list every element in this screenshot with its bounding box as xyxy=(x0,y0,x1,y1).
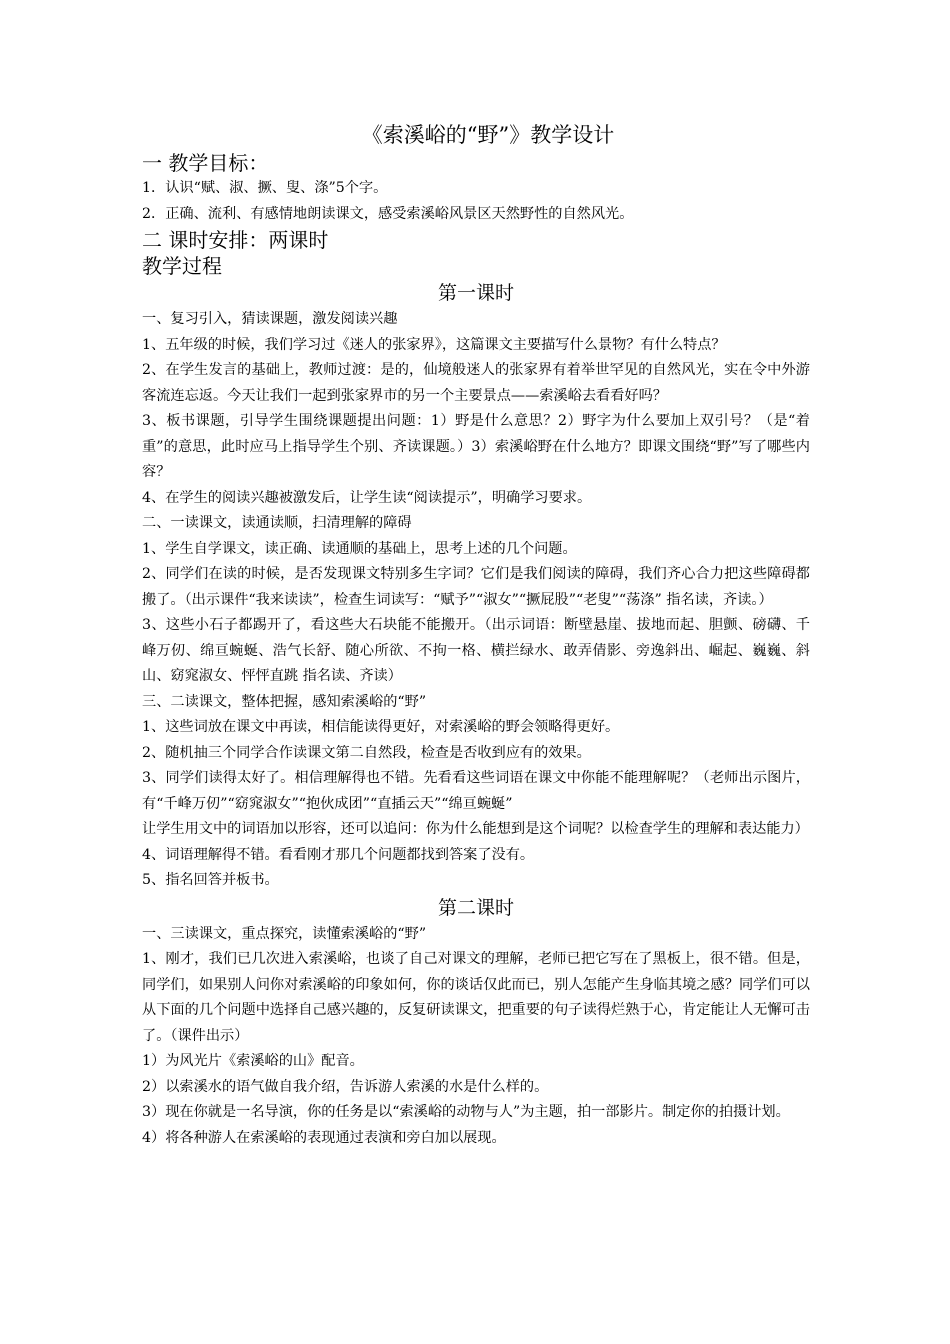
paragraph: 二、一读课文，读通读顺，扫清理解的障碍 xyxy=(142,515,412,531)
paragraph: 3）现在你就是一名导演，你的任务是以“索溪峪的动物与人”为主题，拍一部影片。制定你的拍摄计划。 xyxy=(142,1104,790,1120)
process-heading: 教学过程 xyxy=(142,254,222,278)
document-page xyxy=(142,120,810,1151)
schedule-heading: 二 课时安排：两课时 xyxy=(142,228,329,252)
paragraph: 2）以索溪水的语气做自我介绍，告诉游人索溪的水是什么样的。 xyxy=(142,1078,549,1095)
paragraph: 1、五年级的时候，我们学习过《迷人的张家界》，这篇课文主要描写什么景物？有什么特点？ xyxy=(142,336,726,353)
paragraph: 3、板书课题，引导学生围绕课题提出问题：1）野是什么意思？2）野字为什么要加上双引号？（是“着重”的意思，此时应马上指导学生个别、齐读课题。）3）索溪峪野在什么地方？即课文围绕“野”写了哪些内容？ xyxy=(142,413,810,480)
goals-heading: 一 教学目标： xyxy=(142,151,269,175)
lesson-1-heading: 第一课时 xyxy=(437,282,514,304)
paragraph: 让学生用文中的词语加以形容，还可以追问：你为什么能想到是这个词呢？以检查学生的理解和表达能力） xyxy=(142,821,809,837)
paragraph: 2、同学们在读的时候，是否发现课文特别多生字词？它们是我们阅读的障碍，我们齐心合力把这些障碍都搬了。（出示课件“我来读读”，检查生词读写：“赋予”“淑女”“撅屁股”“老叟”“荡涤” 指名读，齐读。） xyxy=(142,566,810,608)
document-title: 《索溪峪的“野”》教学设计 xyxy=(361,123,615,147)
paragraph: 1、学生自学课文，读正确、读通顺的基础上，思考上述的几个问题。 xyxy=(142,540,577,557)
goal-item: 2．正确、流利、有感情地朗读课文，感受索溪峪风景区天然野性的自然风光。 xyxy=(142,205,634,222)
paragraph: 一、复习引入，猜读课题，激发阅读兴趣 xyxy=(142,311,398,327)
paragraph: 4）将各种游人在索溪峪的表现通过表演和旁白加以展现。 xyxy=(142,1129,506,1146)
paragraph: 1、这些词放在课文中再读，相信能读得更好，对索溪峪的野会领略得更好。 xyxy=(142,719,620,735)
paragraph: 1）为风光片《索溪峪的山》配音。 xyxy=(142,1053,364,1069)
paragraph: 2、随机抽三个同学合作读课文第二自然段，检查是否收到应有的效果。 xyxy=(142,744,591,761)
paragraph: 5、指名回答并板书。 xyxy=(142,872,279,888)
paragraph: 2、在学生发言的基础上，教师过渡：是的，仙境般迷人的张家界有着举世罕见的自然风光，实在令中外游客流连忘返。今天让我们一起到张家界市的另一个主要景点——索溪峪去看看好吗？ xyxy=(142,362,810,404)
paragraph: 1、刚才，我们已几次进入索溪峪，也谈了自己对课文的理解，老师已把它写在了黑板上，很不错。但是，同学们，如果别人问你对索溪峪的印象如何，你的谈话仅此而已，别人怎能产生身临其境之感？同学们可以从下面的几个问题中选择自己感兴趣的，反复研读课文，把重要的句子读得烂熟于心，肯定能让人无懈可击了。（课件出示） xyxy=(142,951,810,1044)
paragraph: 一、三读课文，重点探究，读懂索溪峪的“野” xyxy=(142,925,427,942)
paragraph: 4、在学生的阅读兴趣被激发后，让学生读“阅读提示”，明确学习要求。 xyxy=(142,489,592,506)
paragraph: 3、同学们读得太好了。相信理解得也不错。先看看这些词语在课文中你能不能理解呢？（老师出示图片，有“千峰万仞”“窈窕淑女”“抱伙成团”“直插云天”“绵亘蜿蜒” xyxy=(142,770,810,812)
goal-item: 1．认识“赋、淑、撅、叟、涤”5个字。 xyxy=(142,180,388,196)
paragraph: 三、二读课文，整体把握，感知索溪峪的“野” xyxy=(142,693,427,710)
paragraph: 3、这些小石子都踢开了，看这些大石块能不能搬开。（出示词语：断壁悬崖、拔地而起、胆颤、磅礴、千峰万仞、绵亘蜿蜒、浩气长舒、随心所欲、不拘一格、横拦绿水、敢弄倩影、旁逸斜出、崛起、巍巍、斜山、窈窕淑女、怦怦直跳 指名读、齐读） xyxy=(142,617,810,684)
lesson-2-heading: 第二课时 xyxy=(437,896,514,919)
paragraph: 4、词语理解得不错。看看刚才那几个问题都找到答案了没有。 xyxy=(142,846,535,863)
